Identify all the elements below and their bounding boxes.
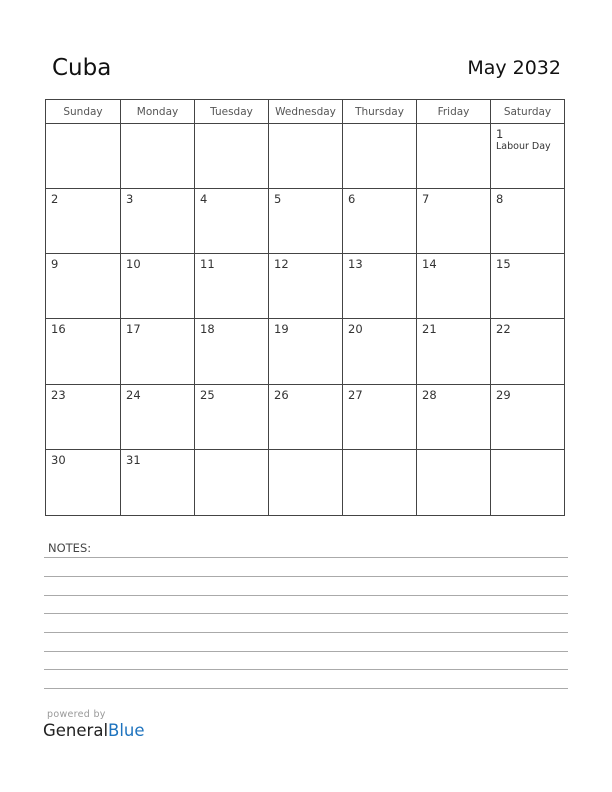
day-cell[interactable] (490, 450, 564, 515)
day-cell[interactable] (342, 189, 416, 254)
day-cell[interactable] (416, 189, 490, 254)
country-title: Cuba (52, 55, 112, 81)
day-cell[interactable] (490, 385, 564, 450)
weekday-header: Tuesday (194, 100, 268, 124)
day-cell[interactable] (46, 319, 120, 384)
day-cell[interactable] (46, 254, 120, 319)
weekday-header: Thursday (342, 100, 416, 124)
day-cell[interactable] (490, 189, 564, 254)
day-number: 6 (348, 192, 356, 207)
day-number: 2 (51, 192, 59, 207)
day-cell[interactable] (490, 124, 564, 189)
day-cell[interactable] (268, 319, 342, 384)
powered-by-text: powered by (47, 709, 106, 720)
day-number: 31 (126, 452, 141, 467)
day-cell[interactable] (46, 189, 120, 254)
day-number: 19 (274, 322, 289, 337)
day-cell[interactable] (194, 385, 268, 450)
day-cell[interactable] (194, 254, 268, 319)
day-number: 17 (126, 322, 141, 337)
day-cell[interactable] (490, 319, 564, 384)
day-cell[interactable] (120, 450, 194, 515)
day-number: 7 (422, 192, 430, 207)
day-cell[interactable] (416, 124, 490, 189)
day-cell[interactable] (268, 450, 342, 515)
day-cell[interactable] (268, 254, 342, 319)
calendar-grid (45, 99, 565, 516)
day-cell[interactable] (416, 385, 490, 450)
day-number: 13 (348, 257, 363, 272)
day-cell[interactable] (342, 319, 416, 384)
day-cell[interactable] (416, 450, 490, 515)
day-cell[interactable] (120, 189, 194, 254)
day-number: 18 (200, 322, 215, 337)
notes-line (44, 669, 568, 670)
day-cell[interactable] (120, 319, 194, 384)
day-cell[interactable] (194, 124, 268, 189)
day-cell[interactable] (416, 254, 490, 319)
notes-label: NOTES: (48, 541, 92, 555)
day-cell[interactable] (120, 385, 194, 450)
day-cell[interactable] (490, 254, 564, 319)
notes-line (44, 651, 568, 652)
day-number: 3 (126, 192, 134, 207)
day-cell[interactable] (342, 385, 416, 450)
notes-line (44, 688, 568, 689)
day-number: 4 (200, 192, 208, 207)
brand-general: General (43, 721, 109, 740)
day-number: 30 (51, 452, 66, 467)
day-number: 12 (274, 257, 289, 272)
notes-line (44, 576, 568, 577)
day-cell[interactable] (46, 385, 120, 450)
day-cell[interactable] (268, 124, 342, 189)
weekday-header: Saturday (490, 100, 564, 124)
day-cell[interactable] (120, 124, 194, 189)
weekday-header: Sunday (46, 100, 120, 124)
day-number: 10 (126, 257, 141, 272)
day-number: 5 (274, 192, 282, 207)
holiday-label: Labour Day (496, 141, 551, 152)
day-number: 29 (496, 387, 511, 402)
day-number: 23 (51, 387, 66, 402)
day-cell[interactable] (46, 450, 120, 515)
day-cell[interactable] (194, 450, 268, 515)
day-cell[interactable] (268, 189, 342, 254)
day-number: 22 (496, 322, 511, 337)
notes-line (44, 595, 568, 596)
day-cell[interactable] (194, 189, 268, 254)
month-title: May 2032 (467, 57, 561, 79)
day-number: 21 (422, 322, 437, 337)
day-number: 26 (274, 387, 289, 402)
day-cell[interactable] (342, 450, 416, 515)
day-cell[interactable] (120, 254, 194, 319)
day-number: 16 (51, 322, 66, 337)
day-number: 27 (348, 387, 363, 402)
notes-line (44, 613, 568, 614)
day-number: 11 (200, 257, 215, 272)
day-number: 9 (51, 257, 59, 272)
day-cell[interactable] (194, 319, 268, 384)
day-number: 1 (496, 127, 504, 141)
notes-line (44, 632, 568, 633)
brand-blue: Blue (108, 721, 145, 740)
day-cell[interactable] (46, 124, 120, 189)
day-number: 14 (422, 257, 437, 272)
day-number: 8 (496, 192, 504, 207)
day-number: 15 (496, 257, 511, 272)
day-number: 24 (126, 387, 141, 402)
generalblue-logo[interactable] (43, 721, 145, 740)
day-cell[interactable] (342, 124, 416, 189)
day-cell[interactable] (416, 319, 490, 384)
day-number: 25 (200, 387, 215, 402)
day-cell[interactable] (268, 385, 342, 450)
weekday-header: Monday (120, 100, 194, 124)
notes-line (44, 557, 568, 558)
day-number: 20 (348, 322, 363, 337)
weekday-header: Wednesday (268, 100, 342, 124)
day-cell[interactable] (342, 254, 416, 319)
weekday-header: Friday (416, 100, 490, 124)
day-number: 28 (422, 387, 437, 402)
